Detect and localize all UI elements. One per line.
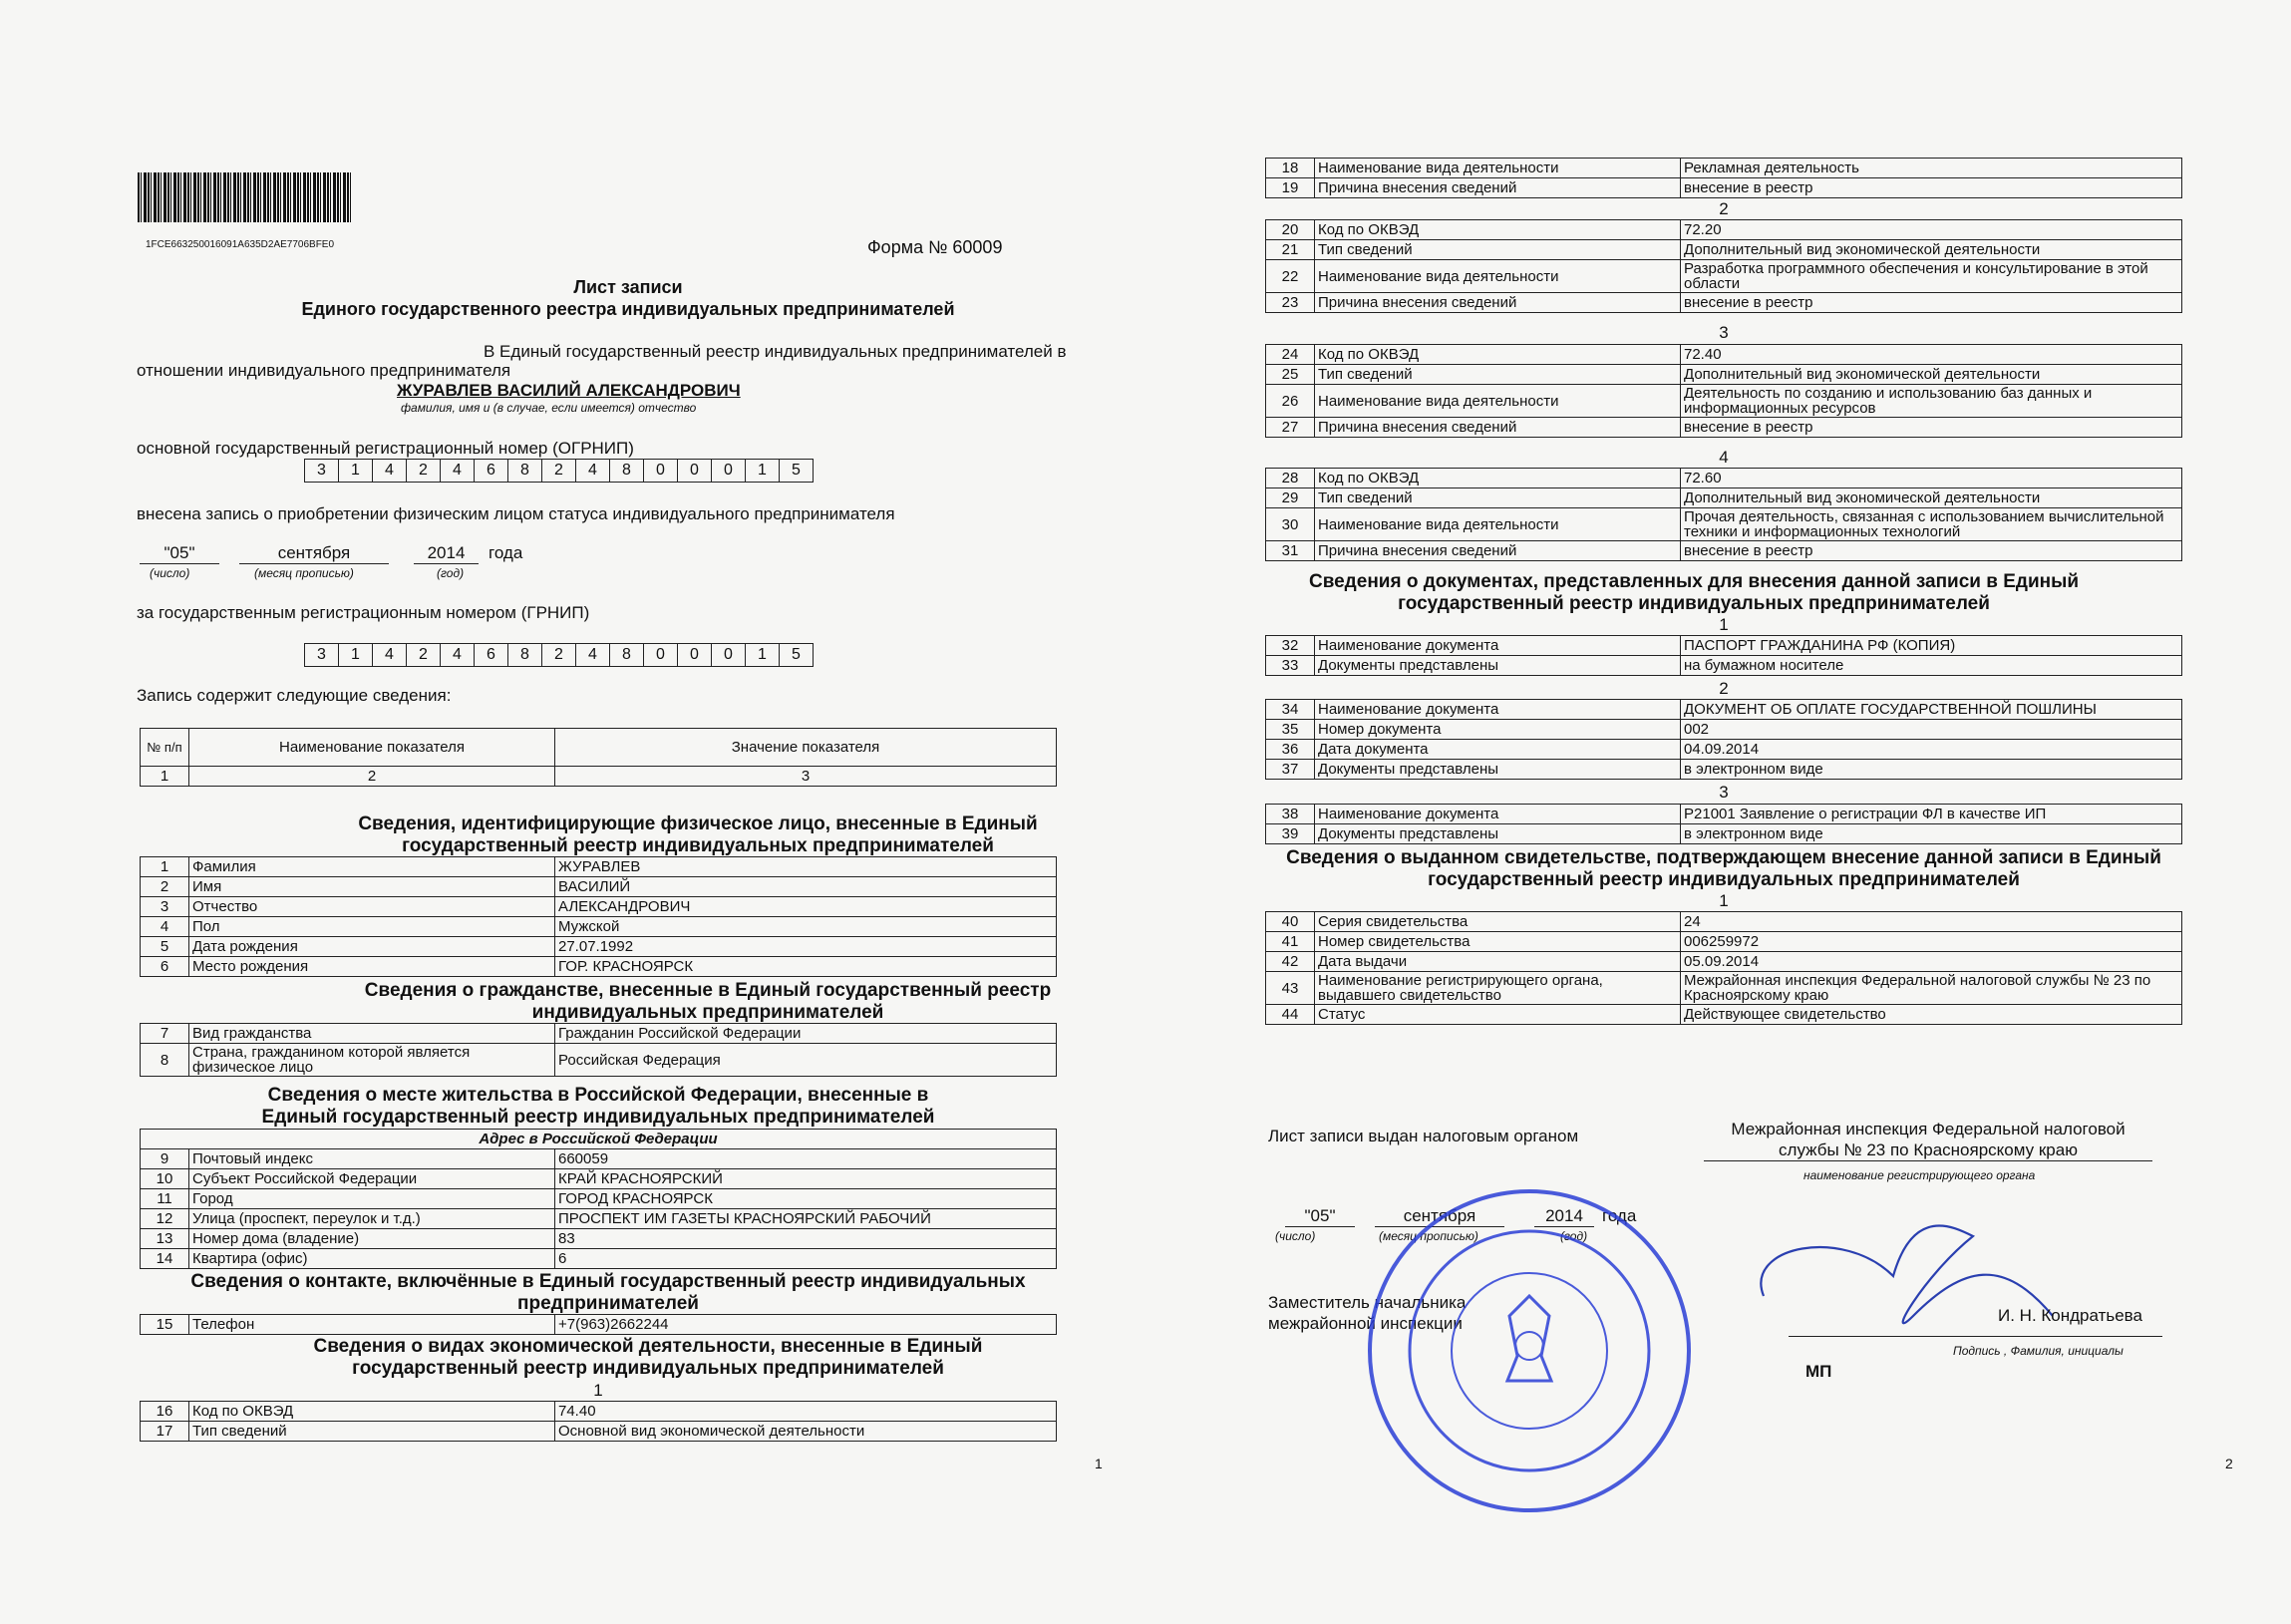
cell-name: Наименование вида деятельности — [1315, 385, 1681, 418]
cell-name: Код по ОКВЭД — [1315, 469, 1681, 488]
page-2 — [1146, 0, 2291, 1624]
cell-n: 11 — [141, 1189, 189, 1209]
cell-value: Дополнительный вид экономической деятельности — [1681, 240, 2182, 260]
cell-n: 7 — [141, 1024, 189, 1044]
table-address — [140, 1129, 1057, 1269]
cell-n: 24 — [1266, 345, 1315, 365]
ogrnip-digit: 8 — [508, 460, 542, 482]
table-row — [1266, 220, 2182, 240]
cell-name: Наименование документа — [1315, 805, 1681, 824]
cell-name: Пол — [189, 917, 555, 937]
cell-n: 9 — [141, 1149, 189, 1169]
cell-name: Улица (проспект, переулок и т.д.) — [189, 1209, 555, 1229]
cell-value: внесение в реестр — [1681, 293, 2182, 313]
grnip-digit: 4 — [576, 644, 610, 666]
ogrnip-digit: 3 — [305, 460, 339, 482]
grnip-digit: 0 — [644, 644, 678, 666]
table-row — [1266, 720, 2182, 740]
ogrnip-label: основной государственный регистрационный номер (ОГРНИП) — [137, 439, 634, 458]
cell-n: 4 — [141, 917, 189, 937]
issued-label: Лист записи выдан налоговым органом — [1268, 1127, 1579, 1145]
cell-n: 37 — [1266, 760, 1315, 780]
cert-group-1: 1 — [1719, 891, 1729, 910]
table-row — [141, 857, 1057, 877]
table-row — [141, 897, 1057, 917]
cell-n: 43 — [1266, 972, 1315, 1005]
docs-group-1: 1 — [1719, 615, 1729, 634]
signer-line — [1789, 1336, 2162, 1337]
signer-position-1: Заместитель начальника — [1268, 1293, 1467, 1312]
date-year: 2014 — [414, 543, 479, 564]
cell-value: ГОР. КРАСНОЯРСК — [555, 957, 1057, 977]
cell-name: Код по ОКВЭД — [189, 1402, 555, 1422]
table-row — [1266, 260, 2182, 293]
cell-name: Квартира (офис) — [189, 1249, 555, 1269]
cell-n: 22 — [1266, 260, 1315, 293]
cell-n: 20 — [1266, 220, 1315, 240]
cell-value: Гражданин Российской Федерации — [555, 1024, 1057, 1044]
grnip-label: за государственным регистрационным номером (ГРНИП) — [137, 603, 590, 622]
cell-value: Прочая деятельность, связанная с использованием вычислительной техники и информационных технологий — [1681, 508, 2182, 541]
group-1: 1 — [593, 1381, 603, 1400]
cell-n: 36 — [1266, 740, 1315, 760]
table-subheader: Адрес в Российской Федерации — [141, 1130, 1057, 1149]
cell-value: Российская Федерация — [555, 1044, 1057, 1077]
cell-n: 13 — [141, 1229, 189, 1249]
group-4: 4 — [1719, 448, 1729, 467]
table-row — [1266, 345, 2182, 365]
sign-date-year-word: года — [1602, 1206, 1637, 1225]
cell-name: Причина внесения сведений — [1315, 178, 1681, 198]
sign-date-day-caption: (число) — [1275, 1229, 1316, 1243]
cell-name: Наименование регистрирующего органа, выдавшего свидетельство — [1315, 972, 1681, 1005]
table-row — [1266, 365, 2182, 385]
table-row — [141, 1044, 1057, 1077]
cell-n: 28 — [1266, 469, 1315, 488]
issuer-caption: наименование регистрирующего органа — [1803, 1168, 2036, 1182]
sign-date-year-caption: (год) — [1560, 1229, 1588, 1243]
grnip-digit: 6 — [475, 644, 508, 666]
ogrnip-digit: 2 — [407, 460, 441, 482]
cell-value: Рекламная деятельность — [1681, 159, 2182, 178]
table-contact — [140, 1314, 1057, 1335]
table-docs-3 — [1265, 804, 2182, 844]
cell-n: 39 — [1266, 824, 1315, 844]
cell-value: АЛЕКСАНДРОВИЧ — [555, 897, 1057, 917]
cell-n: 34 — [1266, 700, 1315, 720]
cell-name: Наименование документа — [1315, 636, 1681, 656]
table-row — [1266, 508, 2182, 541]
intro-line1: В Единый государственный реестр индивидуальных предпринимателей в — [484, 342, 1067, 361]
cell-value: на бумажном носителе — [1681, 656, 2182, 676]
signer-caption: Подпись , Фамилия, инициалы — [1953, 1344, 2124, 1358]
cell-value: 002 — [1681, 720, 2182, 740]
ogrnip-digit: 6 — [475, 460, 508, 482]
cell-value: 04.09.2014 — [1681, 740, 2182, 760]
cell-value: Основной вид экономической деятельности — [555, 1422, 1057, 1442]
table-row — [141, 877, 1057, 897]
cell-value: в электронном виде — [1681, 824, 2182, 844]
person-name-caption: фамилия, имя и (в случае, если имеется) отчество — [401, 401, 697, 415]
grnip-digit: 3 — [305, 644, 339, 666]
cell-value: Мужской — [555, 917, 1057, 937]
cell-value: ГОРОД КРАСНОЯРСК — [555, 1189, 1057, 1209]
cell-n: 44 — [1266, 1005, 1315, 1025]
cell-name: Код по ОКВЭД — [1315, 345, 1681, 365]
grnip-digit: 0 — [712, 644, 746, 666]
sign-date-month-caption: (месяц прописью) — [1379, 1229, 1478, 1243]
group-2: 2 — [1719, 199, 1729, 218]
table-row — [1266, 760, 2182, 780]
cell-n: 16 — [141, 1402, 189, 1422]
date-month-caption: (месяц прописью) — [254, 566, 354, 580]
ogrnip-digit: 4 — [373, 460, 407, 482]
cell-n: 1 — [141, 857, 189, 877]
date-year-caption: (год) — [437, 566, 465, 580]
cell-value: внесение в реестр — [1681, 418, 2182, 438]
contains-label: Запись содержит следующие сведения: — [137, 686, 452, 705]
sign-date-year: 2014 — [1534, 1206, 1594, 1227]
table-row — [141, 937, 1057, 957]
table-row — [1266, 932, 2182, 952]
cell-value: +7(963)2662244 — [555, 1315, 1057, 1335]
cell-value: внесение в реестр — [1681, 541, 2182, 561]
header-n2: 2 — [189, 767, 555, 787]
cell-name: Отчество — [189, 897, 555, 917]
stamp-outer-ring — [1370, 1191, 1689, 1510]
page2-number: 2 — [2225, 1456, 2233, 1471]
grnip-digits — [304, 643, 814, 667]
sign-date-month: сентября — [1375, 1206, 1504, 1227]
ogrnip-digit: 5 — [792, 462, 801, 479]
ogrnip-digit: 0 — [644, 460, 678, 482]
stamp-emblem-center — [1515, 1332, 1543, 1360]
cell-n: 25 — [1266, 365, 1315, 385]
issuer-name: Межрайонная инспекция Федеральной налоговой службы № 23 по Красноярскому краю — [1704, 1119, 2152, 1161]
cell-n: 15 — [141, 1315, 189, 1335]
docs-title: Сведения о документах, представленных для внесения данной записи в Единый государственный реестр индивидуальных предпринимателей — [1308, 571, 2080, 614]
cell-name: Телефон — [189, 1315, 555, 1335]
cell-n: 5 — [141, 937, 189, 957]
cell-n: 17 — [141, 1422, 189, 1442]
cell-value: 72.20 — [1681, 220, 2182, 240]
ogrnip-digit: 4 — [441, 460, 475, 482]
table-row — [1266, 972, 2182, 1005]
cell-name: Серия свидетельства — [1315, 912, 1681, 932]
table-row — [1266, 385, 2182, 418]
cell-value: 24 — [1681, 912, 2182, 932]
docs-group-3: 3 — [1719, 783, 1729, 802]
table-row — [141, 1189, 1057, 1209]
cell-name: Дата документа — [1315, 740, 1681, 760]
cell-n: 8 — [141, 1044, 189, 1077]
cell-name: Номер свидетельства — [1315, 932, 1681, 952]
cell-name: Тип сведений — [1315, 365, 1681, 385]
cell-name: Фамилия — [189, 857, 555, 877]
cell-value: Дополнительный вид экономической деятельности — [1681, 365, 2182, 385]
cell-value: Межрайонная инспекция Федеральной налоговой службы № 23 по Красноярскому краю — [1681, 972, 2182, 1005]
cell-n: 18 — [1266, 159, 1315, 178]
cell-n: 32 — [1266, 636, 1315, 656]
table-row — [1266, 740, 2182, 760]
cell-name: Субъект Российской Федерации — [189, 1169, 555, 1189]
table-docs-1 — [1265, 635, 2182, 676]
cell-value: ЖУРАВЛЕВ — [555, 857, 1057, 877]
cell-name: Наименование вида деятельности — [1315, 159, 1681, 178]
stamp-middle-ring — [1410, 1231, 1649, 1470]
cell-name: Дата выдачи — [1315, 952, 1681, 972]
cell-value: 05.09.2014 — [1681, 952, 2182, 972]
cell-name: Номер дома (владение) — [189, 1229, 555, 1249]
grnip-digit: 4 — [373, 644, 407, 666]
cell-n: 12 — [141, 1209, 189, 1229]
cell-n: 31 — [1266, 541, 1315, 561]
record-text: внесена запись о приобретении физическим лицом статуса индивидуального предпринимателя — [137, 504, 895, 523]
cell-n: 29 — [1266, 488, 1315, 508]
table-row — [1266, 824, 2182, 844]
table-row — [141, 1422, 1057, 1442]
table-activities-2a — [1265, 158, 2182, 198]
table-row — [141, 1209, 1057, 1229]
cell-value: 72.60 — [1681, 469, 2182, 488]
table-activities-2d — [1265, 468, 2182, 561]
mp-label: МП — [1805, 1362, 1832, 1381]
grnip-digit: 1 — [746, 644, 780, 666]
cell-name: Имя — [189, 877, 555, 897]
cell-n: 3 — [141, 897, 189, 917]
cell-name: Вид гражданства — [189, 1024, 555, 1044]
sign-date-day: "05" — [1285, 1206, 1355, 1227]
cell-n: 33 — [1266, 656, 1315, 676]
cell-n: 23 — [1266, 293, 1315, 313]
cell-name: Код по ОКВЭД — [1315, 220, 1681, 240]
table-row — [1266, 293, 2182, 313]
header-n3: 3 — [555, 767, 1057, 787]
ogrnip-digit: 1 — [746, 460, 780, 482]
ogrnip-digit: 0 — [712, 460, 746, 482]
cell-name: Документы представлены — [1315, 824, 1681, 844]
cell-value: 83 — [555, 1229, 1057, 1249]
cell-n: 10 — [141, 1169, 189, 1189]
cell-n: 30 — [1266, 508, 1315, 541]
cell-n: 27 — [1266, 418, 1315, 438]
table-activities-2c — [1265, 344, 2182, 438]
cell-name: Город — [189, 1189, 555, 1209]
cell-value: ПРОСПЕКТ ИМ ГАЗЕТЫ КРАСНОЯРСКИЙ РАБОЧИЙ — [555, 1209, 1057, 1229]
table-row — [1266, 656, 2182, 676]
table-row — [1266, 418, 2182, 438]
table-row — [1266, 912, 2182, 932]
cell-name: Причина внесения сведений — [1315, 541, 1681, 561]
stamp-emblem — [1507, 1296, 1551, 1381]
table-row — [1266, 636, 2182, 656]
grnip-digit: 5 — [792, 646, 801, 663]
page1-number: 1 — [1095, 1456, 1103, 1471]
cell-name: Статус — [1315, 1005, 1681, 1025]
cell-value: ВАСИЛИЙ — [555, 877, 1057, 897]
grnip-digit: 8 — [508, 644, 542, 666]
table-row — [1266, 178, 2182, 198]
header-table — [140, 728, 1057, 787]
grnip-digit: 2 — [407, 644, 441, 666]
ogrnip-digit: 2 — [542, 460, 576, 482]
intro-line2: отношении индивидуального предпринимателя — [137, 361, 511, 380]
header-n1: 1 — [141, 767, 189, 787]
table-activities-2b — [1265, 219, 2182, 313]
cell-name: Тип сведений — [189, 1422, 555, 1442]
table-row — [1266, 700, 2182, 720]
cell-value: Действующее свидетельство — [1681, 1005, 2182, 1025]
section1-title: Сведения, идентифицирующие физическое лицо, внесенные в Единый государственный реестр индивидуальных предпринимателей — [358, 813, 1038, 856]
cell-n: 40 — [1266, 912, 1315, 932]
person-name: ЖУРАВЛЕВ ВАСИЛИЙ АЛЕКСАНДРОВИЧ — [397, 381, 741, 400]
cell-value: 006259972 — [1681, 932, 2182, 952]
grnip-digit: 4 — [441, 644, 475, 666]
cell-value: Разработка программного обеспечения и консультирование в этой области — [1681, 260, 2182, 293]
cell-name: Причина внесения сведений — [1315, 418, 1681, 438]
group-3: 3 — [1719, 323, 1729, 342]
stamp-icon — [1360, 1181, 1699, 1520]
date-day-caption: (число) — [150, 566, 190, 580]
cell-n: 38 — [1266, 805, 1315, 824]
grnip-digit: 8 — [610, 644, 644, 666]
signer-name: И. Н. Кондратьева — [1998, 1306, 2142, 1325]
header-col2: Наименование показателя — [189, 729, 555, 767]
section4-title: Сведения о контакте, включённые в Единый государственный реестр индивидуальных предпринимателей — [190, 1271, 1026, 1314]
table-row — [1266, 1005, 2182, 1025]
cell-name: Документы представлены — [1315, 760, 1681, 780]
table-row — [141, 1169, 1057, 1189]
ogrnip-digit: 4 — [576, 460, 610, 482]
cell-value: внесение в реестр — [1681, 178, 2182, 198]
table-row — [141, 1315, 1057, 1335]
cell-value: в электронном виде — [1681, 760, 2182, 780]
cell-name: Почтовый индекс — [189, 1149, 555, 1169]
table-row — [141, 1402, 1057, 1422]
cell-n: 26 — [1266, 385, 1315, 418]
table-row — [141, 1024, 1057, 1044]
table-docs-2 — [1265, 699, 2182, 780]
cell-value: Р21001 Заявление о регистрации ФЛ в качестве ИП — [1681, 805, 2182, 824]
docs-group-2: 2 — [1719, 679, 1729, 698]
table-row — [141, 917, 1057, 937]
table-identity — [140, 856, 1057, 977]
table-row — [141, 1229, 1057, 1249]
section3-title: Сведения о месте жительства в Российской Федерации, внесенные в Единый государственный реестр индивидуальных предпринимателей — [261, 1085, 935, 1128]
cell-name: Наименование вида деятельности — [1315, 508, 1681, 541]
table-activities-1 — [140, 1401, 1057, 1442]
barcode-code: 1FCE663250016091A635D2AE7706BFE0 — [146, 239, 335, 250]
cell-name: Документы представлены — [1315, 656, 1681, 676]
cell-n: 14 — [141, 1249, 189, 1269]
cell-value: КРАЙ КРАСНОЯРСКИЙ — [555, 1169, 1057, 1189]
cell-n: 35 — [1266, 720, 1315, 740]
date-day: "05" — [140, 543, 219, 564]
date-year-word: года — [489, 543, 523, 562]
table-row — [1266, 488, 2182, 508]
cell-n: 42 — [1266, 952, 1315, 972]
cell-n: 6 — [141, 957, 189, 977]
table-certificate — [1265, 911, 2182, 1025]
table-row — [1266, 469, 2182, 488]
header-col1: № п/п — [141, 729, 189, 767]
cell-value: 6 — [555, 1249, 1057, 1269]
table-row — [1266, 159, 2182, 178]
cell-value: Деятельность по созданию и использованию баз данных и информационных ресурсов — [1681, 385, 2182, 418]
ogrnip-digit: 8 — [610, 460, 644, 482]
table-citizenship — [140, 1023, 1057, 1077]
cell-name: Наименование документа — [1315, 700, 1681, 720]
barcode-icon — [138, 172, 352, 222]
cell-name: Причина внесения сведений — [1315, 293, 1681, 313]
table-row — [1266, 952, 2182, 972]
cell-n: 19 — [1266, 178, 1315, 198]
table-row — [1266, 240, 2182, 260]
table-row — [1266, 805, 2182, 824]
table-row — [141, 957, 1057, 977]
table-row — [141, 1249, 1057, 1269]
section2-title: Сведения о гражданстве, внесенные в Единый государственный реестр индивидуальных предпринимателей — [364, 980, 1052, 1023]
cert-title: Сведения о выданном свидетельстве, подтверждающем внесение данной записи в Единый государственный реестр индивидуальных предпринимателей — [1286, 847, 2161, 890]
grnip-digit: 1 — [339, 644, 373, 666]
table-row — [1266, 541, 2182, 561]
cell-value: 74.40 — [555, 1402, 1057, 1422]
cell-name: Дата рождения — [189, 937, 555, 957]
grnip-digit: 0 — [678, 644, 712, 666]
ogrnip-digit: 1 — [339, 460, 373, 482]
header-col3: Значение показателя — [555, 729, 1057, 767]
date-month: сентября — [239, 543, 389, 564]
cell-value: Дополнительный вид экономической деятельности — [1681, 488, 2182, 508]
cell-value: 72.40 — [1681, 345, 2182, 365]
title-line1: Лист записи — [573, 277, 683, 297]
cell-value: 660059 — [555, 1149, 1057, 1169]
form-number: Форма № 60009 — [867, 237, 1003, 257]
cell-name: Номер документа — [1315, 720, 1681, 740]
cell-n: 21 — [1266, 240, 1315, 260]
cell-n: 2 — [141, 877, 189, 897]
signer-position-2: межрайонной инспекции — [1268, 1314, 1463, 1333]
cell-name: Тип сведений — [1315, 488, 1681, 508]
cell-name: Место рождения — [189, 957, 555, 977]
section5-title: Сведения о видах экономической деятельности, внесенные в Единый государственный реестр индивидуальных предпринимателей — [313, 1336, 983, 1379]
cell-name: Тип сведений — [1315, 240, 1681, 260]
table-row — [141, 1149, 1057, 1169]
cell-n: 41 — [1266, 932, 1315, 952]
ogrnip-digits — [304, 459, 814, 483]
cell-value: ПАСПОРТ ГРАЖДАНИНА РФ (КОПИЯ) — [1681, 636, 2182, 656]
title-line2: Единого государственного реестра индивидуальных предпринимателей — [301, 299, 955, 319]
grnip-digit: 2 — [542, 644, 576, 666]
cell-value: 27.07.1992 — [555, 937, 1057, 957]
cell-name: Страна, гражданином которой является физическое лицо — [189, 1044, 555, 1077]
cell-value: ДОКУМЕНТ ОБ ОПЛАТЕ ГОСУДАРСТВЕННОЙ ПОШЛИНЫ — [1681, 700, 2182, 720]
cell-name: Наименование вида деятельности — [1315, 260, 1681, 293]
ogrnip-digit: 0 — [678, 460, 712, 482]
